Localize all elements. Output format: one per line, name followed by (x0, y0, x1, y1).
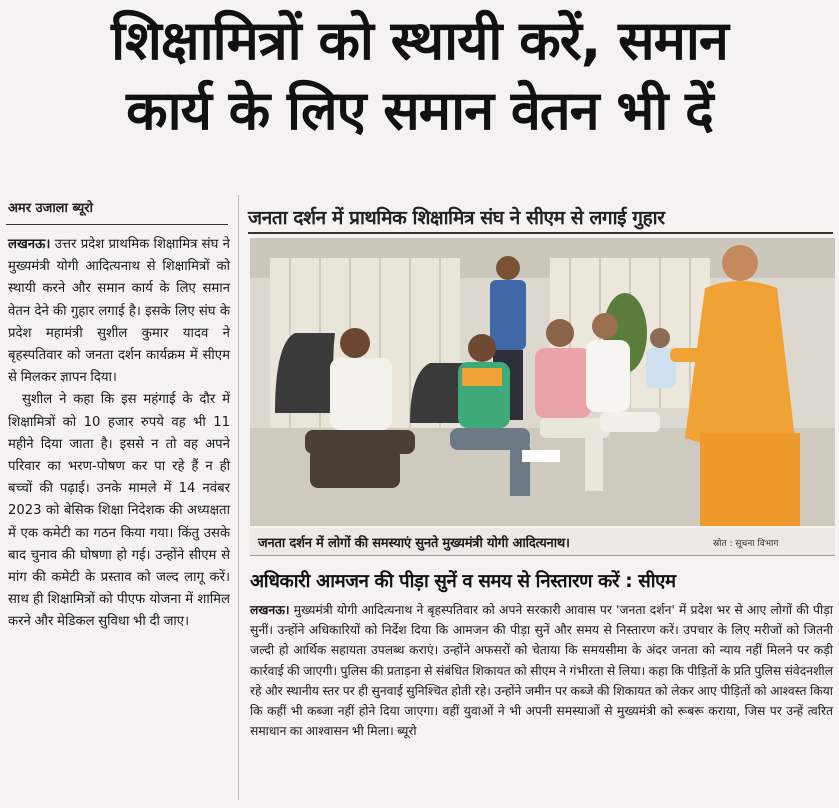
right-article-dateline: लखनऊ। (250, 603, 290, 617)
left-article-para-1-text: उत्तर प्रदेश प्राथमिक शिक्षामित्र संघ ने मुख्यमंत्री योगी आदित्यनाथ से शिक्षामित्रों को स्थायी करने और समान कार्य के लिए समान वेतन देने की गुहार लगाई है। इसके लिए संघ के प्रदेश महामंत्री सुशील कुमार यादव ने बृहस्पतिवार को जनता दर्शन कार्यक्रम में सीएम से मिलकर ज्ञापन दिया। (8, 237, 230, 386)
byline-rule (6, 224, 228, 225)
left-article-para-1 (8, 234, 230, 389)
photo-credit: स्रोत : सूचना विभाग (713, 539, 779, 549)
column-divider (238, 195, 239, 800)
kicker-headline: जनता दर्शन में प्राथमिक शिक्षामित्र संघ ने सीएम से लगाई गुहार (248, 207, 665, 229)
headline (0, 6, 839, 146)
headline-line-1: शिक्षामित्रों को स्थायी करें, समान (111, 9, 728, 72)
right-article-headline: अधिकारी आमजन की पीड़ा सुनें व समय से निस्तारण करें : सीएम (250, 571, 676, 592)
news-photo-illustration (250, 238, 835, 526)
headline-line-2: कार्य के लिए समान वेतन भी दें (126, 79, 713, 142)
photo-caption-bar (250, 528, 835, 556)
right-article-text: मुख्यमंत्री योगी आदित्यनाथ ने बृहस्पतिवार को अपने सरकारी आवास पर 'जनता दर्शन' में प्रदेश भर से आए लोगों की पीड़ा सुनीं। उन्होंने अधिकारियों को निर्देश दिया कि आमजन की पीड़ा सुनें और समय से निस्तारण करें। उपचार के लिए मरीजों को जितनी जल्दी हो आर्थिक सहायता उपलब्ध कराएं। उन्होंने अफसरों को चेताया कि समयसीमा के अंदर जनता को न्याय नहीं मिलने पर कड़ी कार्रवाई की जाएगी। पुलिस की प्रताड़ना से संबंधित शिकायत को सीएम ने गंभीरता से लिया। कहा कि पीड़ितों के प्रति पुलिस संवेदनशील रहे और स्थानीय स्तर पर ही सुनवाई सुनिश्चित होती रहे। उन्होंने जमीन पर कब्जे की शिकायत को लेकर आए पीड़ितों को आश्वस्त किया कि कहीं भी कब्जा नहीं होने दिया जाएगा। वहीं युवाओं ने भी अपनी समस्याओं से मुख्यमंत्री को रूबरू कराया, जिस पर उन्हें त्वरित समाधान का आश्वासन भी मिला। ब्यूरो (250, 603, 833, 739)
left-article (8, 234, 230, 634)
photo-caption: जनता दर्शन में लोगों की समस्याएं सुनते मुख्यमंत्री योगी आदित्यनाथ। (258, 536, 570, 551)
left-article-para-2: सुशील ने कहा कि इस महंगाई के दौर में शिक्षामित्रों को 10 हजार रुपये वह भी 11 महीने दिया जाता है। इससे न तो वह अपने परिवार का भरण-पोषण कर पा रहे हैं न ही बच्चों की पढ़ाई। उनके मामले में 14 नवंबर 2023 को बेसिक शिक्षा निदेशक की अध्यक्षता में एक कमेटी का गठन किया गया। किंतु उसके बाद चुनाव की घोषणा हो गई। उन्होंने सीएम से मांग की कमेटी के प्रस्ताव को जल्द लागू करें। साथ ही शिक्षामित्रों को पीएफ योजना में शामिल करने और मेडिकल सुविधा भी दी जाए। (8, 392, 230, 630)
kicker-rule (248, 232, 833, 234)
news-photo (250, 238, 835, 526)
left-article-dateline: लखनऊ। (8, 237, 51, 252)
right-article (250, 600, 833, 741)
byline: अमर उजाला ब्यूरो (8, 201, 93, 216)
